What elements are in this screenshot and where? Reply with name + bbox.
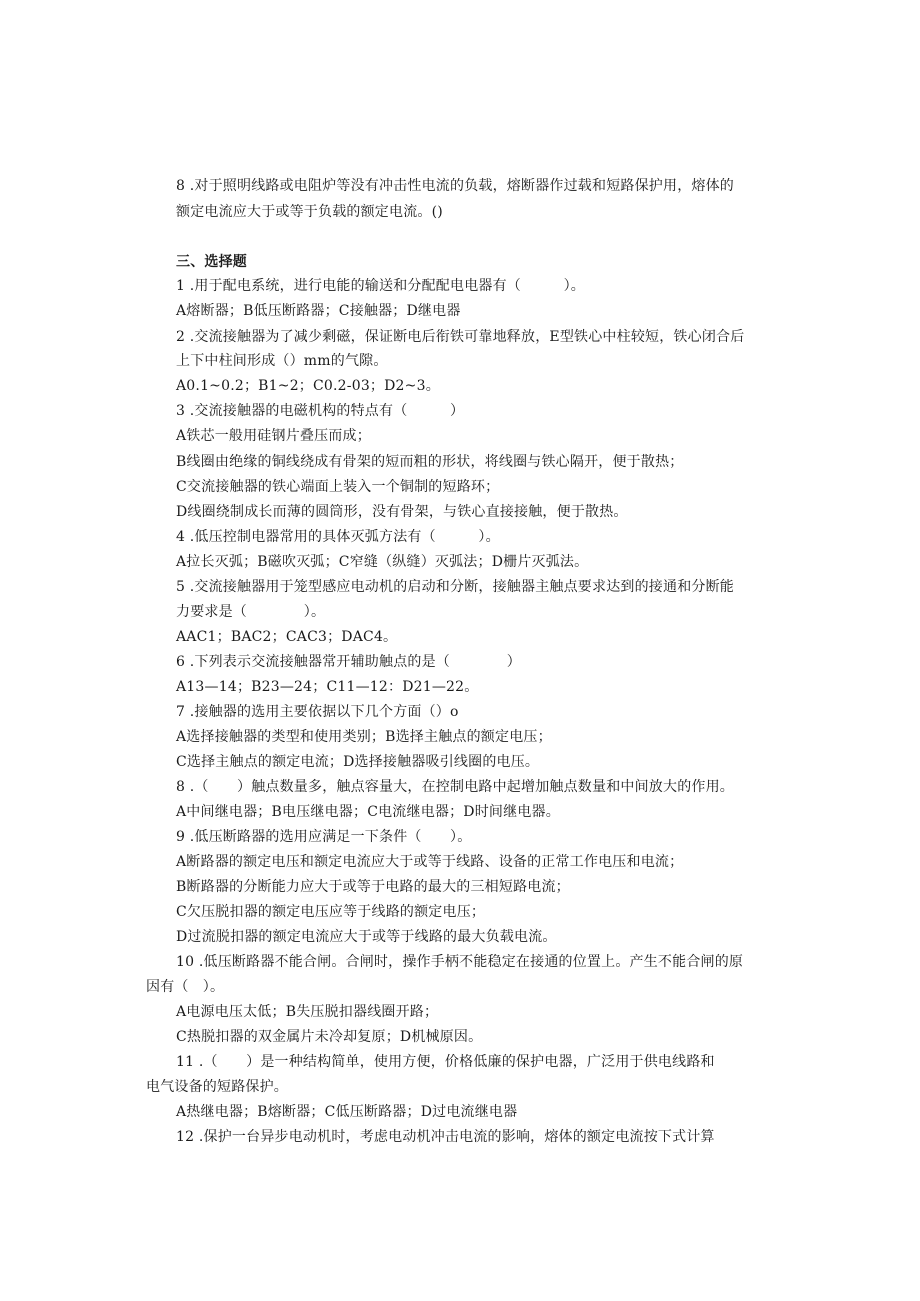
question-5-line2: 力要求是（ ）。 <box>176 604 326 620</box>
question-3-option-c: C交流接触器的铁心端面上装入一个铜制的短路环； <box>176 479 500 495</box>
question-2-line1: 2 .交流接触器为了减少剩磁，保证断电后衔铁可靠地释放，E型铁心中柱较短，铁心闭合后 <box>176 329 745 345</box>
question-10-line1: 10 .低压断路器不能合闸。合闸时，操作手柄不能稳定在接通的位置上。产生不能合闸的原 <box>176 954 744 970</box>
question-4: 4 .低压控制电器常用的具体灭弧方法有（ ）。 <box>176 529 500 545</box>
question-7-options-ab: A选择接触器的类型和使用类别；B选择主触点的额定电压； <box>176 729 552 745</box>
question-5-options: AAC1；BAC2；CAC3；DAC4。 <box>176 629 398 645</box>
question-6: 6 .下列表示交流接触器常开辅助触点的是（ ） <box>176 654 522 670</box>
question-11-line2: 电气设备的短路保护。 <box>146 1079 288 1095</box>
question-8-options: A中间继电器；B电压继电器；C电流继电器；D时间继电器。 <box>176 804 560 820</box>
question-9-option-d: D过流脱扣器的额定电流应大于或等于线路的最大负载电流。 <box>176 929 557 945</box>
question-3-option-b: B线圈由绝缘的铜线绕成有骨架的短而粗的形状，将线圈与铁心隔开，便于散热； <box>176 454 684 470</box>
question-2-options: A0.1~0.2；B1~2；C0.2-03；D2~3。 <box>176 378 440 394</box>
question-10-options-ab: A电源电压太低；B失压脱扣器线圈开路； <box>176 1004 439 1020</box>
question-9: 9 .低压断路器的选用应满足一下条件（ ）。 <box>176 829 472 845</box>
question-5-line1: 5 .交流接触器用于笼型感应电动机的启动和分断，接触器主触点要求达到的接通和分断能 <box>176 579 735 595</box>
question-7: 7 .接触器的选用主要依据以下几个方面（）o <box>176 704 459 720</box>
question-3-option-a: A铁芯一般用硅钢片叠压而成； <box>176 428 371 444</box>
question-11-line1: 11 .（ ）是一种结构简单，使用方便，价格低廉的保护电器，广泛用于供电线路和 <box>176 1054 715 1070</box>
question-3-option-d: D线圈绕制成长而薄的圆筒形，没有骨架，与铁心直接接触，便于散热。 <box>176 504 628 520</box>
question-9-option-a: A断路器的额定电压和额定电流应大于或等于线路、设备的正常工作电压和电流； <box>176 854 684 870</box>
question-4-options: A拉长灭弧；B磁吹灭弧；C窄缝（纵缝）灭弧法；D栅片灭弧法。 <box>176 554 589 570</box>
question-10-line2: 因有（ ）。 <box>146 979 225 995</box>
question-2-line2: 上下中柱间形成（）mm的气隙。 <box>176 353 388 369</box>
question-12: 12 .保护一台异步电动机时，考虑电动机冲击电流的影响，熔体的额定电流按下式计算 <box>176 1129 715 1145</box>
question-9-option-c: C欠压脱扣器的额定电压应等于线路的额定电压； <box>176 904 486 920</box>
question-9-option-b: B断路器的分断能力应大于或等于电路的最大的三相短路电流； <box>176 879 570 895</box>
judgment-q8-line1: 8 .对于照明线路或电阻炉等没有冲击性电流的负载，熔断器作过载和短路保护用，熔体的 <box>176 178 735 194</box>
question-6-options: A13—14；B23—24；C11—12：D21—22。 <box>176 679 479 695</box>
judgment-q8-line2: 额定电流应大于或等于负载的额定电流。() <box>176 204 443 220</box>
question-11-options: A热继电器；B熔断器；C低压断路器；D过电流继电器 <box>176 1104 518 1120</box>
question-10-options-cd: C热脱扣器的双金属片未冷却复原；D机械原因。 <box>176 1029 483 1045</box>
section-title: 三、选择题 <box>176 254 247 270</box>
question-1-options: A熔断器；B低压断路器；C接触器；D继电器 <box>176 303 461 319</box>
question-3: 3 .交流接触器的电磁机构的特点有（ ） <box>176 403 465 419</box>
question-7-options-cd: C选择主触点的额定电流；D选择接触器吸引线圈的电压。 <box>176 754 540 770</box>
question-1: 1 .用于配电系统，进行电能的输送和分配配电电器有（ ）。 <box>176 278 586 294</box>
question-8: 8 .（ ）触点数量多，触点容量大，在控制电路中起增加触点数量和中间放大的作用。 <box>176 779 735 795</box>
